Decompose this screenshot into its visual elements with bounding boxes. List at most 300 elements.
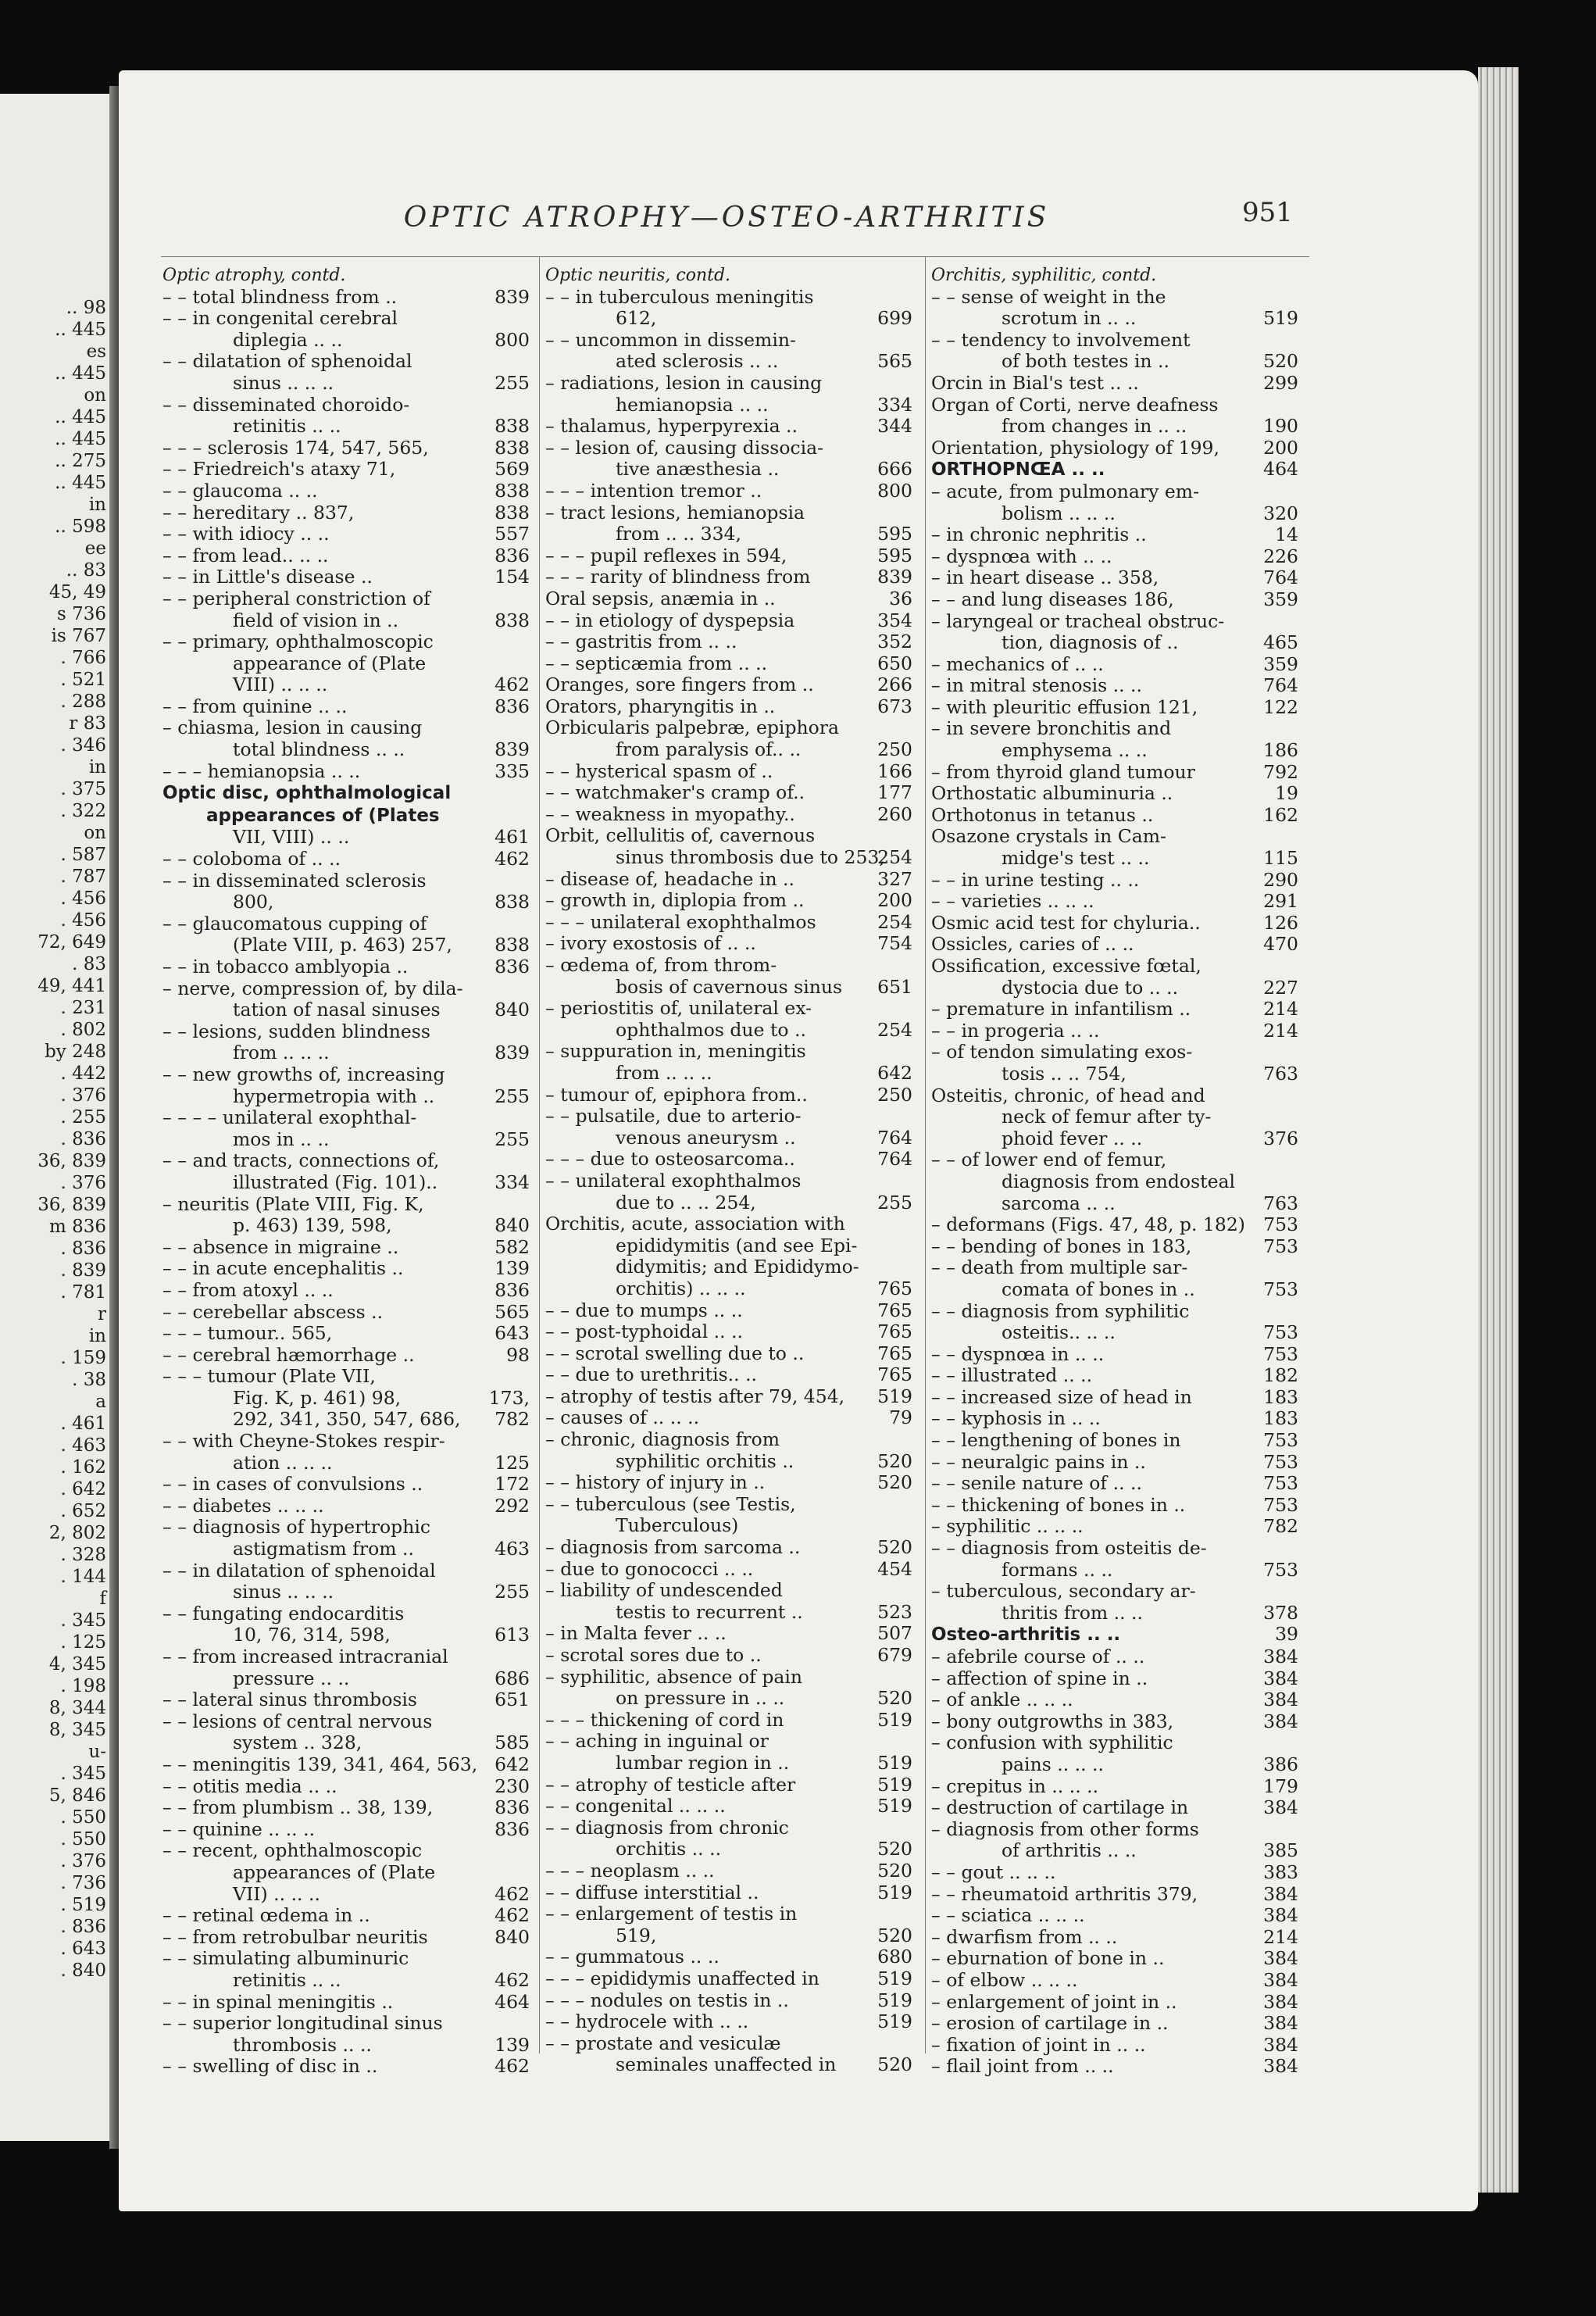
index-entry-page-ref: 585: [495, 1732, 530, 1754]
index-entry-text: – – gout .. .. ..: [931, 1860, 1056, 1883]
index-entry-text: – – hereditary .. 837,: [162, 501, 355, 524]
index-entry-text: neck of femur after ty-: [1002, 1106, 1212, 1128]
index-entry: [545, 395, 912, 416]
index-entry-text: epididymitis (and see Epi-: [616, 1234, 858, 1256]
facing-page-fragment-line: . 781: [60, 1282, 106, 1303]
index-entry-text: pressure .. ..: [233, 1667, 350, 1689]
index-entry: [931, 416, 1298, 438]
index-entry-page-ref: 291: [1263, 890, 1298, 913]
index-entry: [931, 1128, 1298, 1150]
facing-page-fragment-line: . 376: [60, 1851, 106, 1871]
index-entry: [162, 1840, 530, 1862]
index-entry-text: diagnosis from endosteal: [1002, 1170, 1236, 1192]
index-entry-text: phoid fever .. ..: [1002, 1127, 1143, 1149]
index-entry-page-ref: 840: [495, 1214, 530, 1237]
index-entry: [162, 1624, 530, 1646]
index-entry: [931, 740, 1298, 762]
index-entry-text: from .. .. 334,: [616, 523, 741, 545]
index-entry-page-ref: 334: [495, 1171, 530, 1193]
index-entry-page-ref: 250: [877, 1083, 912, 1106]
index-entry: [545, 631, 912, 653]
index-entry-text: – – in dilatation of sphenoidal: [162, 1559, 436, 1582]
index-entry: [162, 1539, 530, 1560]
index-entry: [545, 1968, 912, 1990]
index-entry-text: from .. .. ..: [616, 1061, 712, 1084]
index-entry-page-ref: 666: [877, 458, 912, 481]
index-entry-text: VIII) .. .. ..: [233, 674, 328, 696]
index-entry-text: – – pulsatile, due to arterio-: [545, 1105, 802, 1128]
index-entry-page-ref: 753: [1263, 1493, 1298, 1516]
index-entry-text: – – from atoxyl .. ..: [162, 1278, 334, 1301]
index-entry-page-ref: 227: [1263, 976, 1298, 999]
facing-page-fragment-line: a: [95, 1392, 106, 1412]
index-entry-text: – – cerebellar abscess ..: [162, 1300, 384, 1323]
index-entry-page-ref: 299: [1263, 371, 1298, 394]
index-entry: [931, 1301, 1298, 1323]
index-entry-page-ref: 836: [495, 1278, 530, 1301]
index-entry-text: Orcin in Bial's test .. ..: [931, 371, 1139, 394]
index-entry-text: – – in cases of convulsions ..: [162, 1473, 423, 1496]
facing-page-fragment-line: 72, 649: [37, 932, 106, 952]
index-entry-page-ref: 840: [495, 1925, 530, 1948]
index-entry-page-ref: 230: [495, 1775, 530, 1797]
index-entry-text: VII, VIII) .. ..: [233, 826, 350, 849]
index-entry: [162, 1107, 530, 1129]
index-entry-text: – from thyroid gland tumour: [931, 760, 1195, 783]
index-entry-text: Orbicularis palpebræ, epiphora: [545, 717, 840, 739]
index-entry: [545, 1667, 912, 1689]
index-entry-text: – – – due to osteosarcoma..: [545, 1148, 795, 1171]
index-entry: [931, 999, 1298, 1020]
index-entry: [931, 891, 1298, 913]
index-entry-page-ref: 800: [877, 479, 912, 502]
index-entry-page-ref: 334: [877, 393, 912, 416]
index-entry: [162, 524, 530, 545]
index-entry-page-ref: 384: [1263, 1882, 1298, 1905]
index-entry-text: – – – tumour.. 565,: [162, 1322, 333, 1345]
facing-page-fragment-line: s 736: [56, 604, 106, 624]
index-entry: [162, 717, 530, 739]
index-entry-page-ref: 520: [877, 1449, 912, 1472]
index-entry: [545, 674, 912, 696]
facing-page-fragment-line: 8, 345: [48, 1720, 106, 1740]
index-entry-text: – – – thickening of cord in: [545, 1708, 784, 1731]
index-entry-page-ref: 800: [495, 328, 530, 351]
facing-page-fragment-line: . 642: [60, 1479, 106, 1499]
index-entry-text: – – from quinine .. ..: [162, 695, 348, 717]
index-entry-page-ref: 344: [877, 415, 912, 438]
index-entry: [545, 1537, 912, 1559]
index-entry: [545, 438, 912, 459]
index-entry-page-ref: 569: [495, 458, 530, 481]
facing-page-fragment-line: .. 98: [66, 298, 106, 318]
index-entry-text: – – history of injury in ..: [545, 1471, 766, 1494]
facing-page-fragment-line: on: [84, 823, 106, 843]
index-entry-page-ref: 519: [877, 1773, 912, 1796]
index-entry-text: emphysema .. ..: [1002, 739, 1148, 762]
index-entry: [162, 1431, 530, 1453]
index-entry-text: – – watchmaker's cramp of..: [545, 781, 805, 804]
facing-page-fragment-line: . 787: [60, 867, 106, 887]
index-entry-text: – radiations, lesion in causing: [545, 371, 823, 394]
index-entry: [162, 1819, 530, 1841]
facing-page-fragment-line: r 83: [69, 713, 106, 734]
index-entry-page-ref: 836: [495, 956, 530, 978]
index-entry: [545, 825, 912, 847]
index-entry-page-ref: 320: [1263, 502, 1298, 524]
index-entry-text: 519,: [616, 1924, 657, 1946]
index-entry-page-ref: 376: [1263, 1127, 1298, 1149]
index-entry-text: Optic disc, ophthalmological: [162, 783, 452, 804]
facing-page-fragment-line: .. 275: [55, 451, 106, 471]
index-entry-page-ref: 763: [1263, 1062, 1298, 1085]
index-entry: [545, 1256, 912, 1278]
index-entry: [545, 1278, 912, 1300]
index-entry: [545, 1300, 912, 1322]
facing-page-fragment-line: . 836: [60, 1238, 106, 1259]
index-entry: [931, 1776, 1298, 1798]
index-entry: [931, 1408, 1298, 1430]
index-entry: [162, 1366, 530, 1388]
index-entry: [931, 654, 1298, 676]
index-entry-text: mos in .. ..: [233, 1128, 330, 1150]
index-entry-page-ref: 519: [877, 1385, 912, 1407]
index-entry: [545, 1149, 912, 1171]
index-entry-page-ref: 14: [1275, 524, 1298, 546]
facing-page-fragment-line: by 248: [45, 1042, 106, 1062]
index-entry-page-ref: 557: [495, 523, 530, 545]
index-entry-text: – – from lead.. .. ..: [162, 544, 329, 566]
index-entry-text: – – from retrobulbar neuritis: [162, 1925, 428, 1948]
index-entry-text: testis to recurrent ..: [616, 1600, 803, 1623]
index-entry-page-ref: 214: [1263, 1925, 1298, 1948]
index-entry-page-ref: 126: [1263, 911, 1298, 934]
index-entry-text: 612,: [616, 307, 657, 330]
index-entry-text: – dwarfism from .. ..: [931, 1925, 1118, 1948]
index-entry-page-ref: 463: [495, 1538, 530, 1560]
index-entry-text: pains .. .. ..: [1002, 1753, 1104, 1775]
facing-page-fragment-line: in: [88, 495, 106, 515]
index-entry-text: seminales unaffected in: [616, 2053, 837, 2076]
index-entry-text: – – glaucomatous cupping of: [162, 912, 427, 935]
index-entry-text: – liability of undescended: [545, 1579, 783, 1602]
index-entry: [545, 287, 912, 309]
index-entry-page-ref: 250: [877, 738, 912, 761]
index-entry-text: – in heart disease .. 358,: [931, 566, 1159, 589]
index-entry: [545, 1903, 912, 1925]
facing-page-fragment-line: . 643: [60, 1939, 106, 1959]
index-entry: [931, 1344, 1298, 1366]
index-entry-text: – – uncommon in dissemin-: [545, 328, 796, 351]
index-entry-text: lumbar region in ..: [616, 1751, 790, 1774]
index-entry-page-ref: 782: [1263, 1515, 1298, 1538]
facing-page-fragment-line: . 802: [60, 1020, 106, 1040]
index-entry-text: – – illustrated .. ..: [931, 1364, 1093, 1387]
index-entry-text: – – in disseminated sclerosis: [162, 869, 427, 892]
index-entry-text: – – and lung diseases 186,: [931, 588, 1174, 610]
index-entry-page-ref: 753: [1263, 1213, 1298, 1236]
index-entry-text: – – from plumbism .. 38, 139,: [162, 1796, 434, 1819]
index-entry-page-ref: 183: [1263, 1407, 1298, 1430]
index-entry: [162, 1776, 530, 1798]
facing-page-fragment-line: f: [99, 1589, 106, 1609]
index-entry: [545, 998, 912, 1020]
index-entry: [162, 1603, 530, 1625]
index-entry: [545, 1213, 912, 1235]
index-entry-text: tive anæsthesia ..: [616, 458, 780, 481]
index-entry: [162, 1086, 530, 1108]
facing-page-fragment: [0, 94, 117, 2141]
index-entry: [162, 696, 530, 718]
index-entry-text: – – diagnosis from chronic: [545, 1816, 789, 1839]
index-entry-page-ref: 254: [877, 1018, 912, 1041]
index-entry: [545, 1946, 912, 1968]
index-entry-text: – – in etiology of dyspepsia: [545, 609, 795, 631]
index-entry-text: – – lesions of central nervous: [162, 1710, 433, 1732]
index-entry: [545, 1559, 912, 1581]
index-entry-text: Osazone crystals in Cam-: [931, 825, 1166, 848]
index-entry: [931, 1624, 1298, 1646]
index-entry: [545, 1623, 912, 1645]
index-entry-page-ref: 520: [877, 1536, 912, 1559]
index-entry-text: ophthalmos due to ..: [616, 1018, 806, 1041]
index-entry-page-ref: 838: [495, 415, 530, 438]
index-entry-page-ref: 839: [877, 566, 912, 588]
index-entry: [162, 566, 530, 588]
index-entry: [931, 1042, 1298, 1063]
index-entry-text: Orthotonus in tetanus ..: [931, 803, 1154, 826]
index-entry-page-ref: 214: [1263, 998, 1298, 1020]
facing-page-fragment-line: is 767: [51, 626, 106, 646]
index-entry-text: due to .. .. 254,: [616, 1191, 756, 1213]
index-entry-text: – – congenital .. .. ..: [545, 1795, 726, 1817]
index-entry-page-ref: 384: [1263, 1689, 1298, 1711]
index-entry: [931, 1732, 1298, 1754]
index-entry-text: – due to gonococci .. ..: [545, 1557, 754, 1580]
index-entry-page-ref: 352: [877, 631, 912, 653]
index-entry-text: appearances of (Plate: [233, 1860, 436, 1883]
index-entry-page-ref: 470: [1263, 933, 1298, 956]
index-entry: [931, 1149, 1298, 1171]
facing-page-fragment-line: .. 445: [55, 473, 106, 493]
index-entry: [162, 739, 530, 761]
index-entry-page-ref: 200: [877, 889, 912, 912]
index-entry: [545, 739, 912, 761]
index-column-3: [931, 264, 1298, 2078]
index-entry-text: – – unilateral exophthalmos: [545, 1169, 802, 1192]
index-entry-page-ref: 519: [877, 2010, 912, 2033]
index-entry: [162, 1388, 530, 1410]
index-entry-text: – – lateral sinus thrombosis: [162, 1689, 417, 1711]
index-entry-text: on pressure in .. ..: [616, 1687, 785, 1710]
index-entry: [162, 2013, 530, 2035]
index-entry-text: – – simulating albuminuric: [162, 1947, 409, 1970]
facing-page-fragment-line: in: [88, 757, 106, 777]
facing-page-fragment-line: . 840: [60, 1960, 106, 1981]
index-entry-text: – – enlargement of testis in: [545, 1903, 798, 1925]
facing-page-fragment-line: . 83: [72, 954, 106, 974]
index-entry: [162, 1948, 530, 1970]
index-entry-text: Ossification, excessive fœtal,: [931, 955, 1201, 977]
index-entry-text: thrombosis .. ..: [233, 2033, 372, 2056]
index-entry-text: – premature in infantilism ..: [931, 998, 1191, 1020]
index-entry-text: – – prostate and vesiculæ: [545, 2032, 781, 2054]
index-entry-text: – – lesion of, causing dissocia-: [545, 436, 824, 459]
index-entry-text: dystocia due to .. ..: [1002, 976, 1179, 999]
facing-page-fragment-line: . 519: [60, 1895, 106, 1915]
index-entry-page-ref: 182: [1263, 1364, 1298, 1387]
index-entry-page-ref: 200: [1263, 436, 1298, 459]
index-entry-text: – – new growths of, increasing: [162, 1063, 445, 1085]
index-entry-text: – – cerebral hæmorrhage ..: [162, 1343, 415, 1366]
index-entry-text: from changes in .. ..: [1002, 415, 1187, 438]
index-entry: [162, 1754, 530, 1776]
index-entry: [931, 1279, 1298, 1301]
index-entry-page-ref: 520: [877, 1859, 912, 1882]
index-entry-text: – afebrile course of .. ..: [931, 1646, 1145, 1667]
running-head: OPTIC ATROPHY—OSTEO-ARTHRITIS: [403, 202, 1050, 234]
index-entry-page-ref: 642: [495, 1753, 530, 1775]
index-entry: [931, 978, 1298, 999]
index-entry: [931, 675, 1298, 697]
index-entry-page-ref: 385: [1263, 1839, 1298, 1862]
facing-page-fragment-line: . 376: [60, 1173, 106, 1193]
index-entry: [545, 890, 912, 912]
index-entry-page-ref: 792: [1263, 760, 1298, 783]
index-entry-page-ref: 115: [1263, 847, 1298, 870]
index-entry-page-ref: 520: [877, 1687, 912, 1710]
index-entry: [162, 1582, 530, 1603]
index-entry: [545, 1235, 912, 1257]
index-entry: [545, 1602, 912, 1624]
index-entry-text: comata of bones in ..: [1002, 1278, 1195, 1300]
index-entry: [162, 308, 530, 330]
index-entry: [162, 1172, 530, 1194]
index-entry-page-ref: 519: [1263, 307, 1298, 330]
index-entry-text: – – lesions, sudden blindness: [162, 1020, 430, 1042]
index-entry-text: – – swelling of disc in ..: [162, 2055, 378, 2078]
index-entry: [162, 999, 530, 1021]
index-entry-text: – – dilatation of sphenoidal: [162, 350, 412, 373]
index-entry-page-ref: 782: [495, 1408, 530, 1431]
index-entry: [931, 287, 1298, 309]
index-entry: [931, 1819, 1298, 1841]
index-entry-page-ref: 292: [495, 1494, 530, 1517]
index-entry-page-ref: 838: [495, 891, 530, 913]
index-entry-text: – – total blindness from ..: [162, 285, 398, 308]
index-entry-page-ref: 172: [495, 1473, 530, 1496]
index-entry-text: Organ of Corti, nerve deafness: [931, 393, 1219, 416]
index-entry-page-ref: 651: [877, 975, 912, 998]
index-entry: [162, 1194, 530, 1216]
index-entry: [545, 2033, 912, 2055]
index-entry-page-ref: 507: [877, 1622, 912, 1645]
index-entry-page-ref: 765: [877, 1277, 912, 1299]
index-entry-text: – – sense of weight in the: [931, 285, 1166, 308]
index-entry: [931, 1970, 1298, 1992]
index-entry-text: – – – nodules on testis in ..: [545, 1989, 789, 2011]
index-entry: [162, 1496, 530, 1517]
index-entry-text: Osmic acid test for chyluria..: [931, 911, 1201, 934]
index-entry-text: Orthostatic albuminuria ..: [931, 782, 1173, 805]
index-entry: [545, 502, 912, 524]
index-entry-page-ref: 613: [495, 1624, 530, 1646]
facing-page-fragment-line: m 836: [48, 1217, 106, 1237]
index-entry: [931, 264, 1298, 287]
index-entry-text: – – gummatous .. ..: [545, 1946, 719, 1968]
index-entry: [545, 1645, 912, 1667]
facing-page-fragment-line: . 839: [60, 1260, 106, 1281]
index-entry-text: – periostitis of, unilateral ex-: [545, 997, 812, 1020]
index-entry-text: – – aching in inguinal or: [545, 1730, 769, 1753]
index-entry-page-ref: 595: [877, 523, 912, 545]
index-entry-page-ref: 519: [877, 1989, 912, 2011]
index-entry-text: – – thickening of bones in ..: [931, 1493, 1186, 1516]
index-entry-page-ref: 839: [495, 738, 530, 761]
index-entry-text: – nerve, compression of, by dila-: [162, 977, 463, 999]
index-entry-page-ref: 19: [1275, 782, 1298, 805]
index-entry-text: Fig. K, p. 461) 98,: [233, 1386, 402, 1409]
index-entry-text: – – – – unilateral exophthal-: [162, 1106, 417, 1129]
index-entry: [162, 1689, 530, 1711]
index-entry: [162, 1884, 530, 1906]
facing-page-fragment-line: .. 445: [55, 429, 106, 449]
index-entry-page-ref: 673: [877, 695, 912, 717]
index-entry: [162, 805, 530, 827]
index-entry-text: – – peripheral constriction of: [162, 587, 430, 609]
index-entry-text: – – in congenital cerebral: [162, 307, 398, 330]
index-entry: [545, 1731, 912, 1753]
index-entry: [162, 1732, 530, 1754]
index-entry-page-ref: 839: [495, 1042, 530, 1064]
index-entry: [931, 1257, 1298, 1279]
index-entry-page-ref: 290: [1263, 868, 1298, 891]
index-entry: [931, 1905, 1298, 1927]
index-entry-text: VII) .. .. ..: [233, 1882, 320, 1905]
index-entry-text: – – tuberculous (see Testis,: [545, 1492, 796, 1515]
index-entry: [931, 438, 1298, 459]
index-entry-text: – – senile nature of .. ..: [931, 1472, 1142, 1495]
index-entry-text: – – coloboma of .. ..: [162, 848, 341, 870]
index-entry-text: – – diagnosis from syphilitic: [931, 1299, 1190, 1322]
facing-page-fragment-line: 8, 344: [48, 1698, 106, 1718]
index-entry-text: tation of nasal sinuses: [233, 999, 441, 1021]
facing-page-fragment-line: . 587: [60, 845, 106, 865]
facing-page-fragment-line: . 288: [60, 692, 106, 712]
index-entry: [931, 1452, 1298, 1474]
index-entry-text: system .. 328,: [233, 1732, 362, 1754]
index-entry-page-ref: 838: [495, 934, 530, 956]
index-entry-text: – – with idiocy .. ..: [162, 523, 330, 545]
index-entry: [545, 1106, 912, 1128]
facing-page-fragment-line: . 550: [60, 1807, 106, 1828]
index-entry-text: Orbit, cellulitis of, cavernous: [545, 824, 816, 847]
index-entry-text: – – increased size of head in: [931, 1385, 1192, 1408]
index-entry: [162, 1258, 530, 1280]
index-entry-text: Oranges, sore fingers from ..: [545, 674, 814, 696]
index-entry-page-ref: 139: [495, 1257, 530, 1280]
index-entry: [545, 847, 912, 869]
index-entry-text: – in severe bronchitis and: [931, 717, 1172, 740]
index-entry-text: – – meningitis 139, 341, 464, 563,: [162, 1753, 478, 1775]
index-entry-page-ref: 255: [495, 1581, 530, 1603]
index-entry-text: – with pleuritic effusion 121,: [931, 695, 1198, 718]
index-entry: [545, 1925, 912, 1947]
index-entry-text: – causes of .. .. ..: [545, 1406, 700, 1429]
index-entry-page-ref: 753: [1263, 1558, 1298, 1581]
facing-page-fragment-line: . 328: [60, 1545, 106, 1565]
index-entry-text: – acute, from pulmonary em-: [931, 480, 1200, 502]
